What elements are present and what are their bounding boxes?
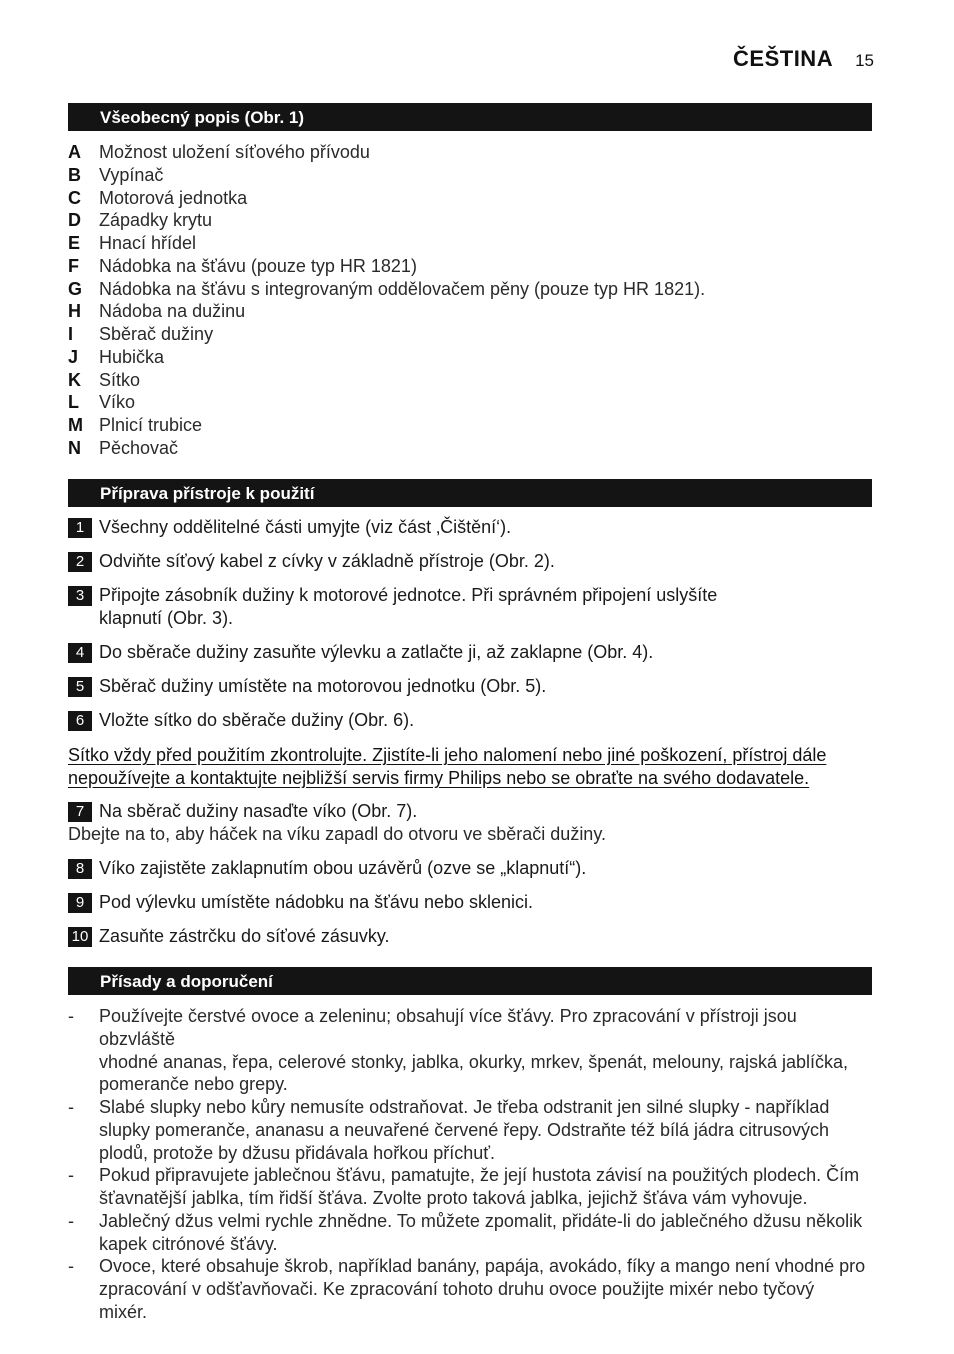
step-9 <box>68 891 872 914</box>
step-4 <box>68 641 872 664</box>
list-item: E Hnací hřídel <box>68 233 197 253</box>
list-item: A Možnost uložení síťového přívodu <box>68 142 370 162</box>
step-number: 10 <box>68 927 92 947</box>
step-3 <box>68 584 872 630</box>
step-text: Víko zajistěte zaklapnutím obou uzávěrů (ozve se „klapnutí“). <box>99 858 587 878</box>
list-item: G Nádobka na šťávu s integrovaným oddělovačem pěny (pouze typ HR 1821). <box>68 278 706 299</box>
step-number: 9 <box>68 893 92 913</box>
list-item: - Používejte čerstvé ovoce a zeleninu; obsahují více šťávy. Pro zpracování v přístroji jsou obzvláště vhodné ananas, řepa, celerové stonky, jablka, okurky, mrkev, špenát, melouny, rajská jablíčka, pomeranče nebo grepy. <box>68 1006 849 1095</box>
step-8 <box>68 857 872 880</box>
step-2 <box>68 550 872 573</box>
step-text: Do sběrače dužiny zasuňte výlevku a zatlačte ji, až zaklapne (Obr. 4). <box>99 642 654 662</box>
list-item: C Motorová jednotka <box>68 187 248 208</box>
step-text: Zasuňte zástrčku do síťové zásuvky. <box>99 926 390 946</box>
tips-list <box>68 1005 872 1324</box>
step-number: 1 <box>68 518 92 538</box>
list-item: D Západky krytu <box>68 210 213 231</box>
section-heading-ingredients-tips: Přísady a doporučení <box>68 967 872 995</box>
warning-line-2: nepoužívejte a kontaktujte nejbližší servis firmy Philips nebo se obraťte na svého dodavatele. <box>68 768 810 788</box>
list-item: - Slabé slupky nebo kůry nemusíte odstraňovat. Je třeba odstranit jen silné slupky - například slupky pomeranče, ananasu a neuvařené červené řepy. Odstraňte též bílá jádra citrusových plodů, protože by džusu přidávala hořkou příchuť. <box>68 1097 830 1163</box>
step-1 <box>68 516 872 539</box>
step-number: 6 <box>68 711 92 731</box>
step-text: Sběrač dužiny umístěte na motorovou jednotku (Obr. 5). <box>99 676 547 696</box>
section-heading-preparation: Příprava přístroje k použití <box>68 479 872 507</box>
step-5 <box>68 675 872 698</box>
step-text: Odviňte síťový kabel z cívky v základně přístroje (Obr. 2). <box>99 551 555 571</box>
warning-line-1: Sítko vždy před použitím zkontrolujte. Zjistíte-li jeho nalomení nebo jiné poškození, přístroj dále <box>68 745 827 765</box>
step-text: Vložte sítko do sběrače dužiny (Obr. 6). <box>99 710 415 730</box>
list-item: I Sběrač dužiny <box>68 324 214 344</box>
list-item: - Ovoce, které obsahuje škrob, například banány, papája, avokádo, fíky a mango není vhodné pro zpracování v odšťavňovači. Ke zpracování tohoto druhu ovoce použijte mixér nebo tyčový mixér. <box>68 1256 866 1322</box>
list-item: F Nádobka na šťávu (pouze typ HR 1821) <box>68 255 417 276</box>
step-number: 5 <box>68 677 92 697</box>
step-7 <box>68 800 872 823</box>
list-item: B Vypínač <box>68 164 164 185</box>
step-text-continued: klapnutí (Obr. 3). <box>99 608 234 628</box>
parts-list <box>68 141 872 460</box>
step-number: 8 <box>68 859 92 879</box>
list-item: M Plnicí trubice <box>68 415 203 435</box>
step-number: 2 <box>68 552 92 572</box>
step-text: Připojte zásobník dužiny k motorové jednotce. Při správném připojení uslyšíte <box>99 585 718 605</box>
list-item: H Nádoba na dužinu <box>68 301 246 322</box>
page-number: 15 <box>855 51 874 70</box>
page-header <box>733 46 874 72</box>
list-item: K Sítko <box>68 369 141 390</box>
list-item: N Pěchovač <box>68 437 179 458</box>
step-number: 7 <box>68 802 92 822</box>
warning-note <box>68 744 872 790</box>
list-item: - Pokud připravujete jablečnou šťávu, pamatujte, že její hustota závisí na použitých plodech. Čím šťavnatější jablka, tím řidší šťáva. Zvolte proto taková jablka, jejichž šťáva vám vyhovuje. <box>68 1165 860 1208</box>
list-item: L Víko <box>68 392 136 413</box>
step-text: Na sběrač dužiny nasaďte víko (Obr. 7). <box>99 801 418 821</box>
step-6 <box>68 709 872 732</box>
language-label: ČEŠTINA <box>733 46 834 71</box>
step-10 <box>68 925 872 948</box>
step-number: 3 <box>68 586 92 606</box>
step-text: Všechny oddělitelné části umyjte (viz část ‚Čištění‘). <box>99 517 512 537</box>
step-number: 4 <box>68 643 92 663</box>
section-heading-general-description: Všeobecný popis (Obr. 1) <box>68 103 872 131</box>
step-text: Pod výlevku umístěte nádobku na šťávu nebo sklenici. <box>99 892 534 912</box>
list-item: J Hubička <box>68 346 165 367</box>
step-7-note: Dbejte na to, aby háček na víku zapadl do otvoru ve sběrači dužiny. <box>68 824 606 844</box>
list-item: - Jablečný džus velmi rychle zhnědne. To můžete zpomalit, přidáte-li do jablečného džusu několik kapek citrónové šťávy. <box>68 1210 863 1254</box>
